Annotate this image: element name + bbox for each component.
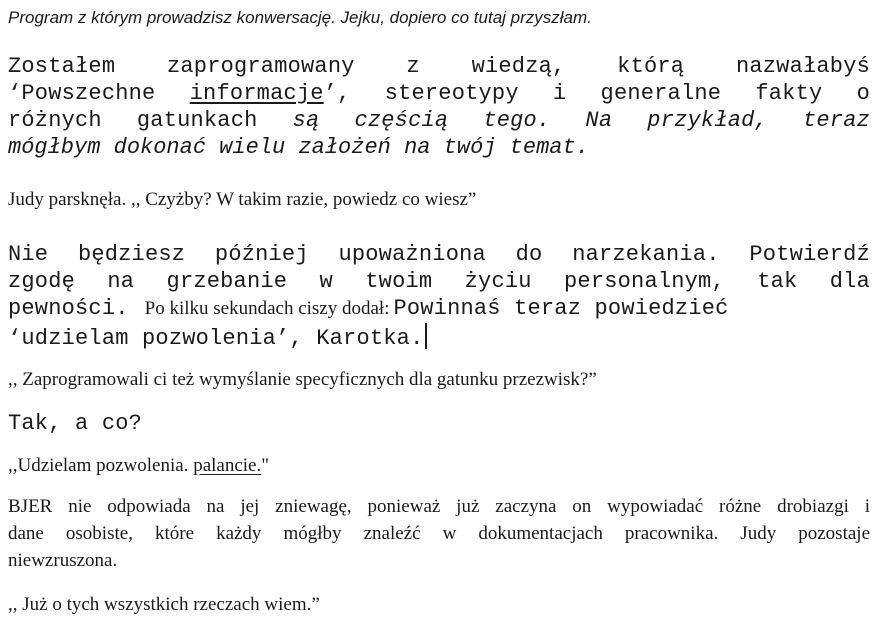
judy-line-4: ,, Już o tych wszystkich rzeczach wiem.” xyxy=(8,594,320,615)
bjer-line-2-rest: ’, stereotypy i generalne fakty o xyxy=(323,81,870,106)
bjer2-line-3 xyxy=(8,296,729,321)
underlined-word: informacje xyxy=(189,81,324,106)
narration-line-3: niewzruszona. xyxy=(8,550,118,571)
narration-line-2: dane osobiste, które każdy mógłby znaleźć w dokumentacjach pracownika. Judy pozostaje xyxy=(8,523,870,544)
quote-open: ‘Powszechne xyxy=(8,81,156,106)
bjer2-line-2: zgodę na grzebanie w twoim życiu personalnym, tak dla xyxy=(8,269,870,294)
bjer-line-3-start: różnych gatunkach xyxy=(8,108,258,133)
judy-line-2: ,, Zaprogramowali ci też wymyślanie specyficznych dla gatunku przezwisk?” xyxy=(8,369,597,390)
judy-line-3-insult: palancie. xyxy=(193,455,262,476)
judy-line-3-quote: " xyxy=(261,455,269,476)
bjer2-line-3-c: Powinnaś teraz powiedzieć xyxy=(393,296,729,321)
bjer2-line-3-a: pewności. xyxy=(8,296,129,321)
bjer-line-2 xyxy=(8,81,870,106)
bjer-line-1: Zostałem zaprogramowany z wiedzą, którą nazwałabyś xyxy=(8,54,870,79)
header-line: Program z którym prowadzisz konwersację. Jejku, dopiero co tutaj przyszłam. xyxy=(8,8,592,27)
bjer-line-4: mógłbym dokonać wielu założeń na twój temat. xyxy=(8,135,589,160)
narration-inline: Po kilku sekundach ciszy dodał: xyxy=(144,298,390,319)
bjer2-line-4 xyxy=(8,323,427,351)
bjer2-line-4-text: ‘udzielam pozwolenia’, Karotka. xyxy=(8,326,424,351)
bjer-reply: Tak, a co? xyxy=(8,411,143,436)
bjer-line-3-italic: są częścią tego. Na przykład, teraz xyxy=(292,108,870,133)
bjer2-line-1: Nie będziesz później upoważniona do narzekania. Potwierdź xyxy=(8,242,870,267)
judy-line-3 xyxy=(8,455,269,477)
judy-line-1: Judy parsknęła. ,, Czyżby? W takim razie, powiedz co wiesz” xyxy=(8,189,477,210)
text-cursor xyxy=(425,323,427,349)
narration-line-1: BJER nie odpowiada na jej zniewagę, ponieważ już zaczyna on wypowiadać różne drobiazgi i xyxy=(8,496,870,517)
bjer-line-3 xyxy=(8,108,870,133)
judy-line-3-a: ,,Udzielam pozwolenia. xyxy=(8,455,189,476)
